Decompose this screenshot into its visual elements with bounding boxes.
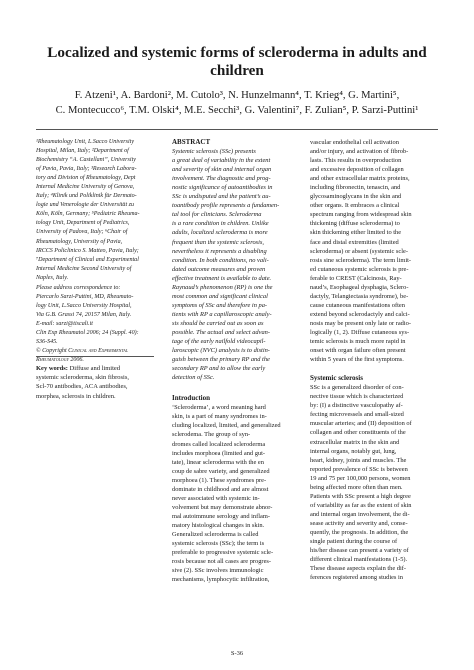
affiliation-line: Biochemistry “A. Castellani”, University [36,157,136,164]
body-line: logically (1, 2). Diffuse cutaneous sys- [310,328,410,336]
body-line: internal organs, notably gut, lung, [310,447,397,455]
abstract-line: SSc is undisputed and the patient’s au- [172,193,271,201]
body-line: his/her disease can present a variety of [310,547,409,555]
affiliation-line: Rheumatology, University of Pavia, [36,238,123,245]
affiliations-column [36,138,154,365]
body-line: nective tissue which is characterized [310,393,404,401]
header-rule [36,129,438,130]
abstract-line: and severity of skin and internal organ [172,166,272,174]
body-line: being affected more often than men. [310,483,403,491]
keywords-line: Diffuse and limited [67,365,121,372]
body-line: by: (I) a distinctive vasculopathy af- [310,402,403,410]
abstract-line: condition. In both conditions, no vali- [172,256,269,264]
correspondence-line: Piercarlo Sarzi-Puttini, MD, Rheumato- [36,293,134,300]
copyright-line-1: © Copyright Clinical and Experimental [36,348,128,355]
abstract-line: dated outcome measures and proven [172,265,266,273]
body-line: SSc is a generalized disorder of con- [310,384,404,392]
abstract-line: secondary RP and to allow the early [172,365,266,373]
systemic-sclerosis-text [310,383,438,582]
body-line: including fibronectin, tenascin, and [310,184,401,192]
body-line: other organs. It embraces a clinical [310,202,400,210]
body-line: reported prevalence of SSc is between [310,465,408,473]
correspondence-line: Please address correspondence to: [36,284,121,291]
keywords-rule [36,356,154,357]
page-number: S-36 [230,650,244,657]
body-line: quently, the prognosis. In addition, the [310,528,409,536]
body-line: naud’s, Esophageal dysphagia, Sclero- [310,283,409,291]
right-column [310,138,438,582]
abstract-line: tients with RP a capillaroscopic analy- [172,310,272,318]
introduction-text [172,403,300,584]
introduction-line: rosis because not all cases are progres- [172,558,272,566]
introduction-line: systemic sclerosis (SSc); the term is [172,540,265,548]
abstract-line: detection of SSc. [172,374,215,382]
body-line: temic sclerosis is much more rapid in [310,338,406,346]
introduction-line: dominate in childhood and are almost [172,485,269,493]
citation [36,329,154,347]
body-line: nosis may be present only late or radio- [310,319,411,327]
affiliation-line: logie und Venerologie der Universität zu [36,202,135,209]
introduction-line: dromes called localized scleroderma [172,440,266,448]
continuation-text [310,138,438,364]
body-line: different clinical manifestations (1-5). [310,556,408,564]
body-line: thickening (diffuse scleroderma) to [310,220,400,228]
introduction-line: tate), linear scleroderma with the en [172,458,264,466]
body-line: rosis sine scleroderma). The term limit- [310,256,412,264]
abstract-line: nostic significance of autoantibodies in [172,184,273,192]
body-line: vascular endothelial cell activation [310,139,399,146]
body-line: lasts. This results in overproduction [310,157,402,165]
introduction-line: matory histological changes in skin. [172,521,265,529]
affiliation-line: Hospital, Milan, Italy; ²Department of [36,148,129,155]
body-line: extend beyond sclerodactyly and calci- [310,310,410,318]
body-line: ferences registered among studies in [310,574,403,582]
keywords-label: Key words: [36,365,68,372]
introduction-line: preferable to progressive systemic scle- [172,549,274,557]
introduction-line: Generalized scleroderma is called [172,530,259,538]
correspondence-line: Via G.B. Grassi 74, 20157 Milan, Italy. [36,311,132,318]
introduction-line: mechanisms, lymphocytic infiltration, [172,576,270,584]
correspondence [36,284,154,329]
affiliation-line: ¹Rheumatology Unit, L.Sacco University [36,139,135,145]
body-line: glycosaminoglycans in the skin and [310,193,402,201]
body-line: face and distal extremities (limited [310,238,399,246]
body-line: and/or injury, and activation of fibrob- [310,148,409,156]
affiliation-line: ⁷Department of Clinical and Experimental [36,256,139,263]
introduction-heading: Introduction [172,394,210,403]
affiliation-line: of Pavia, Pavia, Italy; ³Research Labora- [36,166,137,173]
body-line: single patient during the course of [310,538,398,546]
authors-line-1: F. Atzeni¹, A. Bardoni², M. Cutolo³, N. Hunzelmann⁴, T. Krieg⁴, G. Martini⁵, [74,90,400,101]
body-line: These disease aspects explain the dif- [310,565,406,573]
authors-line-2: C. Montecucco⁶, T.M. Olski⁴, M.E. Secchi³, G. Valentini⁷, F. Zulian⁵, P. Sarzi-Puttini¹ [55,105,419,116]
body-line: onset with organ failure often present [310,347,406,355]
abstract-line: Systemic sclerosis (SSc) presents [172,148,256,156]
introduction-line: never associated with systemic in- [172,494,260,502]
affiliation-line: Internal Medicine Second University of [36,265,132,272]
abstract-line: tage of the early nailfold videocapil- [172,338,266,346]
keywords [36,364,154,401]
copyright-line-2: Rheumatology 2006. [36,357,84,364]
introduction-line: mal autoimmune serology and inflam- [172,512,270,520]
title-line-2: children [210,62,264,79]
introduction-line: sive (2). SSc involves immunologic [172,567,264,575]
abstract-line: Raynaud’s phenomenon (RP) is one the [172,283,273,291]
abstract-line: involvement. The diagnostic and prog- [172,175,271,183]
affiliation-line: Italy; ⁴Klinik und Poliklinik für Dermato- [36,193,137,200]
body-line: muscular arteries; and (II) deposition of [310,420,412,428]
abstract-line: guish between the primary RP and the [172,356,270,364]
body-line: and excessive deposition of collagen [310,166,404,174]
abstract-heading: ABSTRACT [172,138,211,146]
introduction-line: includes morphoea (limited and gut- [172,449,265,457]
abstract-line: frequent than the systemic sclerosis, [172,238,264,246]
middle-column [172,138,300,584]
introduction-line: volvement but may demonstrate abnor- [172,503,273,511]
author-list [30,88,444,118]
body-line: dactyly, Telangiectasia syndrome), be- [310,292,409,300]
body-line: and internal organ involvement, the di- [310,510,410,518]
abstract-line: tal tool for clinicians. Scleroderma [172,211,262,219]
introduction-line: coup de sabre variety, and generalized [172,467,270,475]
affiliations [36,138,154,283]
body-line: heart, kidney, joints and muscles. The [310,456,407,464]
body-line: fecting microvessels and small-sized [310,411,404,419]
body-line: and other extracellular matrix proteins, [310,175,410,183]
body-line: skin thickening either limited to the [310,229,402,237]
body-line: cause cutaneous manifestations often [310,301,405,309]
abstract-line: adults, localized scleroderma is more [172,229,268,237]
affiliation-line: University of Padova, Italy; ⁶Chair of [36,229,128,236]
article-title [40,44,434,80]
abstract-line: sis should be carried out as soon as [172,319,264,327]
body-line: within 5 years of the first symptoms. [310,356,404,364]
affiliation-line: tology Unit, Department of Pediatrics, [36,220,130,227]
citation-line: S36-S45. [36,339,58,346]
affiliation-line: IRCCS Policlinico S. Matteo, Pavia, Italy; [36,247,139,254]
introduction-line: skin, is a part of many syndromes in- [172,413,267,421]
abstract-line: effective treatment is available to date. [172,274,272,282]
introduction-line: ‘Scleroderma’, a word meaning hard [172,404,266,412]
abstract-line: symptoms of SSc and therefore in pa- [172,301,268,309]
body-line: of variability as far as the extent of skin [310,501,412,509]
keywords-line: morphea, sclerosis in children. [36,392,116,400]
abstract-line: most common and significant clinical [172,292,268,300]
body-line: collagen and other constituents of the [310,429,406,437]
keywords-line: Scl-70 antibodies, ACA antibodies, [36,383,128,391]
abstract-line: toantibody profile represents a fundamen- [172,202,280,210]
affiliation-line: Naples, Italy. [36,274,69,281]
citation-line: Clin Exp Rheumatol 2006; 24 (Suppl. 40): [36,329,139,336]
abstract-line: laroscopic (NVC) analysis is to distin- [172,347,270,355]
affiliation-line: Internal Medicine University of Genova, [36,184,135,191]
title-line-1: Localized and systemic forms of scleroderma in adults and [47,44,427,61]
introduction-line: morphoea (1). These syndromes pre- [172,476,267,484]
abstract-line: is a rare condition in children. Unlike [172,220,269,228]
introduction-line: cluding localized, limited, and generalized [172,422,281,430]
body-line: Patients with SSc present a high degree [310,492,411,500]
body-line: ed cutaneous systemic sclerosis is pre- [310,265,409,273]
systemic-sclerosis-heading: Systemic sclerosis [310,374,363,383]
body-line: sease activity and severity and, conse- [310,519,408,527]
affiliation-line: tory and Division of Rheumatology, Dept [36,175,136,182]
affiliation-line: Köln, Köln, Germany; ⁵Pediatric Rheuma- [36,211,140,218]
body-line: scleroderma) or absent (systemic scle- [310,247,408,255]
keywords-line: systemic scleroderma, skin fibrosis, [36,374,129,382]
body-line: extracellular matrix in the skin and [310,438,400,446]
body-line: ferable to CREST (Calcinosis, Ray- [310,274,402,282]
abstract-line: a great deal of variability in the extent [172,157,271,165]
body-line: 19 and 75 per 100,000 persons, women [310,474,411,482]
correspondence-line: logy Unit, L.Sacco University Hospital, [36,302,132,309]
body-line: spectrum ranging from widespread skin [310,211,412,219]
abstract-line: nevertheless it represents a disabling [172,247,267,255]
introduction-line: sclerodema. The group of syn- [172,431,251,439]
correspondence-email[interactable]: E-mail: sarzi@tiscali.it [36,320,93,327]
abstract-text [172,147,300,382]
abstract-line: possible. The actual and select advan- [172,328,270,336]
